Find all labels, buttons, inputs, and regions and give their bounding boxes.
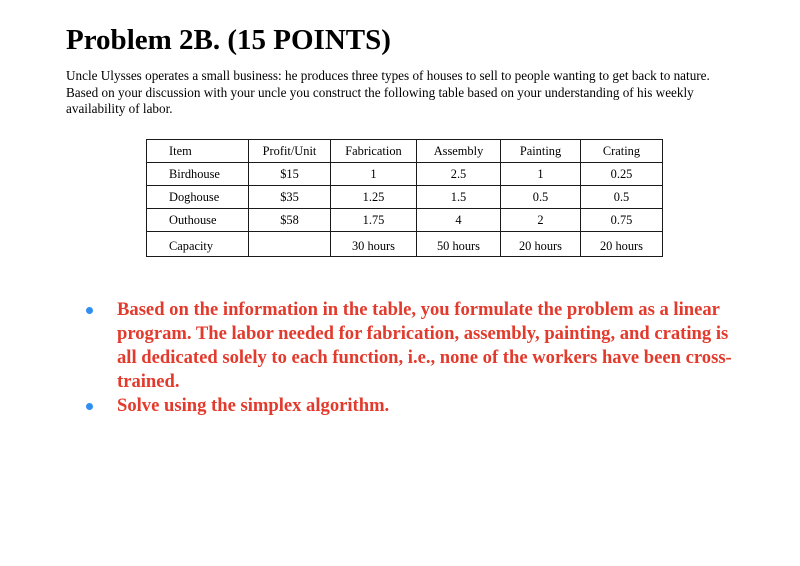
labor-table [146, 139, 663, 257]
table-cell: 30 hours [331, 232, 417, 257]
table-cell: 1 [501, 163, 581, 186]
problem-title: Problem 2B. (15 POINTS) [66, 24, 391, 56]
list-item [80, 298, 740, 394]
table-cell: 0.25 [581, 163, 663, 186]
table-cell: 1 [331, 163, 417, 186]
table-cell: 0.75 [581, 209, 663, 232]
table-cell: 50 hours [417, 232, 501, 257]
bullet-text: Solve using the simplex algorithm. [117, 395, 390, 416]
table-cell: 2 [501, 209, 581, 232]
row-label: Capacity [147, 232, 249, 257]
table-cell: 20 hours [501, 232, 581, 257]
table-cell: 2.5 [417, 163, 501, 186]
table-cell [249, 232, 331, 257]
bullet-dot-icon [86, 403, 93, 410]
header-profit: Profit/Unit [249, 140, 331, 163]
table-row [147, 186, 663, 209]
table-cell: 0.5 [581, 186, 663, 209]
table-cell: $15 [249, 163, 331, 186]
row-label: Outhouse [147, 209, 249, 232]
table-cell: 4 [417, 209, 501, 232]
header-item: Item [147, 140, 249, 163]
intro-paragraph: Uncle Ulysses operates a small business: he produces three types of houses to sell to people wanting to get back to nature. Based on your discussion with your uncle you construct the following table based on your understanding of his weekly availability of labor. [66, 68, 710, 116]
row-label: Birdhouse [147, 163, 249, 186]
table-cell: 1.25 [331, 186, 417, 209]
bullet-text: Based on the information in the table, you formulate the problem as a linear program. The labor needed for fabrication, assembly, painting, and crating is all dedicated solely to each function, i.e., none of the workers have been cross-trained. [117, 299, 732, 392]
table-row [147, 163, 663, 186]
header-fabrication: Fabrication [331, 140, 417, 163]
header-assembly: Assembly [417, 140, 501, 163]
capacity-row [147, 232, 663, 257]
bullet-dot-icon [86, 307, 93, 314]
table-cell: $58 [249, 209, 331, 232]
instruction-list [80, 298, 740, 418]
table-cell: 1.5 [417, 186, 501, 209]
header-crating: Crating [581, 140, 663, 163]
row-label: Doghouse [147, 186, 249, 209]
table-cell: 1.75 [331, 209, 417, 232]
table-header-row [147, 140, 663, 163]
table-cell: 20 hours [581, 232, 663, 257]
table-cell: $35 [249, 186, 331, 209]
list-item [80, 394, 740, 418]
table-cell: 0.5 [501, 186, 581, 209]
header-painting: Painting [501, 140, 581, 163]
table-row [147, 209, 663, 232]
